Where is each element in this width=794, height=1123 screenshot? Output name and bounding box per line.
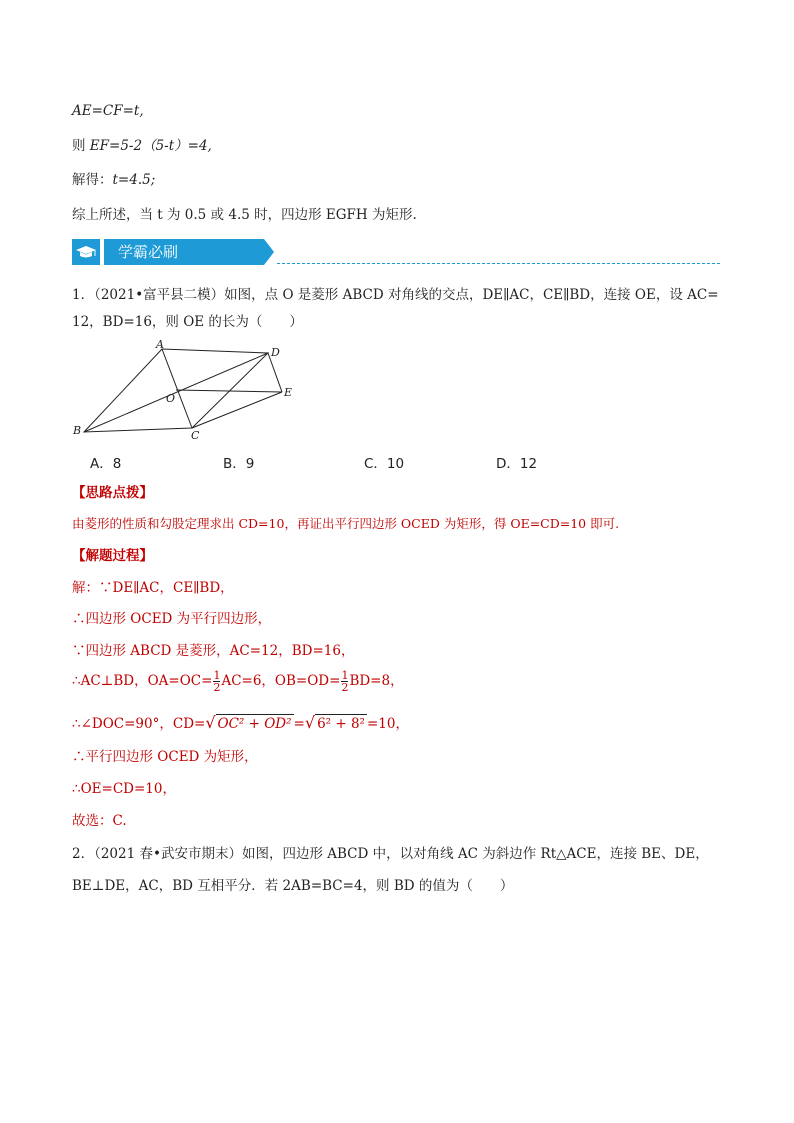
solution-heading: 【解题过程】 — [72, 548, 153, 564]
fraction-half: $\frac{1}{2}$ — [341, 669, 349, 694]
solution-line-5: ∴∠DOC=90°，CD=√ OC² + OD² =√ 6² + 8² =10， — [72, 713, 409, 732]
label-c: C — [191, 429, 200, 440]
q1-stem-line-1: 1．（2021•富平县二模）如图，点 O 是菱形 ABCD 对角线的交点，DE∥AC，CE∥BD，连接 OE，设 AC= — [72, 287, 719, 303]
label-e: E — [284, 386, 293, 399]
solution-line-6: ∴平行四边形 OCED 为矩形， — [72, 749, 258, 765]
hint-text: 由菱形的性质和勾股定理求出 CD=10，再证出平行四边形 OCED 为矩形，得 OE=CD=10 即可. — [72, 516, 620, 531]
solution-line-4: ∴AC⊥BD，OA=OC= $\frac{1}{2}$ AC=6，OB=OD= $\frac{1}{2}$ BD=8， — [72, 669, 404, 694]
banner-dashed-divider — [277, 263, 720, 264]
solution-line-7: ∴OE=CD=10， — [72, 781, 176, 797]
section-banner — [72, 238, 720, 268]
hint-heading: 【思路点拨】 — [72, 485, 153, 501]
fraction-half: $\frac{1}{2}$ — [213, 669, 221, 694]
prev-conclusion: 综上所述，当 t 为 0.5 或 4.5 时，四边形 EGFH 为矩形. — [72, 207, 417, 223]
rhombus-figure — [70, 340, 300, 440]
diagonal-bd — [84, 353, 268, 432]
prev-line-2: 则 EF=5-2（5-t）=4, — [72, 138, 212, 154]
solution-line-3: ∵四边形 ABCD 是菱形，AC=12，BD=16， — [72, 643, 355, 659]
q1-stem-line-2: 12，BD=16，则 OE 的长为（ ） — [72, 314, 303, 330]
label-d: D — [271, 346, 280, 359]
diagonal-ac — [162, 349, 192, 428]
option-c[interactable]: C．10 — [364, 456, 405, 472]
q2-stem-line-2: BE⊥DE，AC，BD 互相平分．若 2AB=BC=4，则 BD 的值为（ ） — [72, 878, 514, 894]
label-a: A — [156, 340, 164, 351]
label-o: O — [166, 392, 176, 405]
solution-line-8: 故选：C. — [72, 813, 127, 829]
q2-stem-line-1: 2．（2021 春•武安市期末）如图，四边形 ABCD 中，以对角线 AC 为斜边作 Rt△ACE，连接 BE、DE， — [72, 846, 709, 862]
sqrt-icon: √ — [304, 713, 316, 732]
label-b: B — [73, 424, 82, 437]
graduation-cap-icon — [72, 239, 100, 265]
option-a[interactable]: A．8 — [90, 456, 122, 472]
banner-title: 学霸必刷 — [104, 239, 264, 265]
banner-arrow-icon — [264, 239, 274, 265]
segment-ce — [192, 392, 282, 428]
solution-line-1: 解：∵DE∥AC，CE∥BD， — [72, 580, 234, 596]
prev-line-1: AE=CF=t, — [72, 103, 144, 119]
option-d[interactable]: D．12 — [496, 456, 538, 472]
option-b[interactable]: B．9 — [223, 456, 255, 472]
prev-line-3: 解得：t=4.5; — [72, 172, 156, 188]
sqrt-icon: √ — [205, 713, 216, 732]
solution-line-2: ∴四边形 OCED 为平行四边形， — [72, 611, 272, 627]
